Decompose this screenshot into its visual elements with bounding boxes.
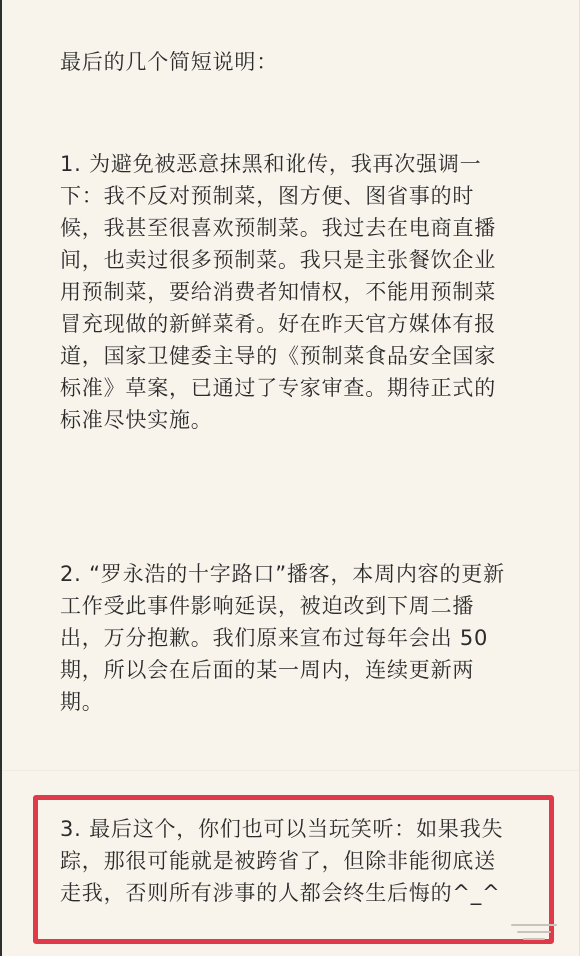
note-item-2: 2. “罗永浩的十字路口”播客，本周内容的更新 工作受此事件影响延误，被迫改到下周二播 出，万分抱歉。我们原来宣布过每年会出 50 期，所以会在后面的某一周内，连续更新两 期。 — [60, 562, 505, 714]
watermark-icon — [507, 916, 561, 946]
note-item-1: 1. 为避免被恶意抹黑和讹传，我再次强调一 下：我不反对预制菜，图方便、图省事的时 候，我甚至很喜欢预制菜。我过去在电商直播 间，也卖过很多预制菜。我只是主张餐饮企业 用预制菜，要给消费者知情权，不能用预制菜 冒充现做的新鲜菜肴。好在昨天官方媒体有报 道，国家卫健委主导的《预制菜食品安全国家 标准》草案，已通过了专家审查。期待正式的 标准尽快实施。 — [60, 152, 496, 432]
section-divider — [2, 770, 579, 771]
intro-text: 最后的几个简短说明： — [60, 50, 278, 74]
document-body — [60, 46, 530, 714]
note-item-3: 3. 最后这个，你们也可以当玩笑听：如果我失 踪，那很可能就是被跨省了，但除非能彻底送 走我，否则所有涉事的人都会终生后悔的^_^ — [60, 817, 504, 905]
